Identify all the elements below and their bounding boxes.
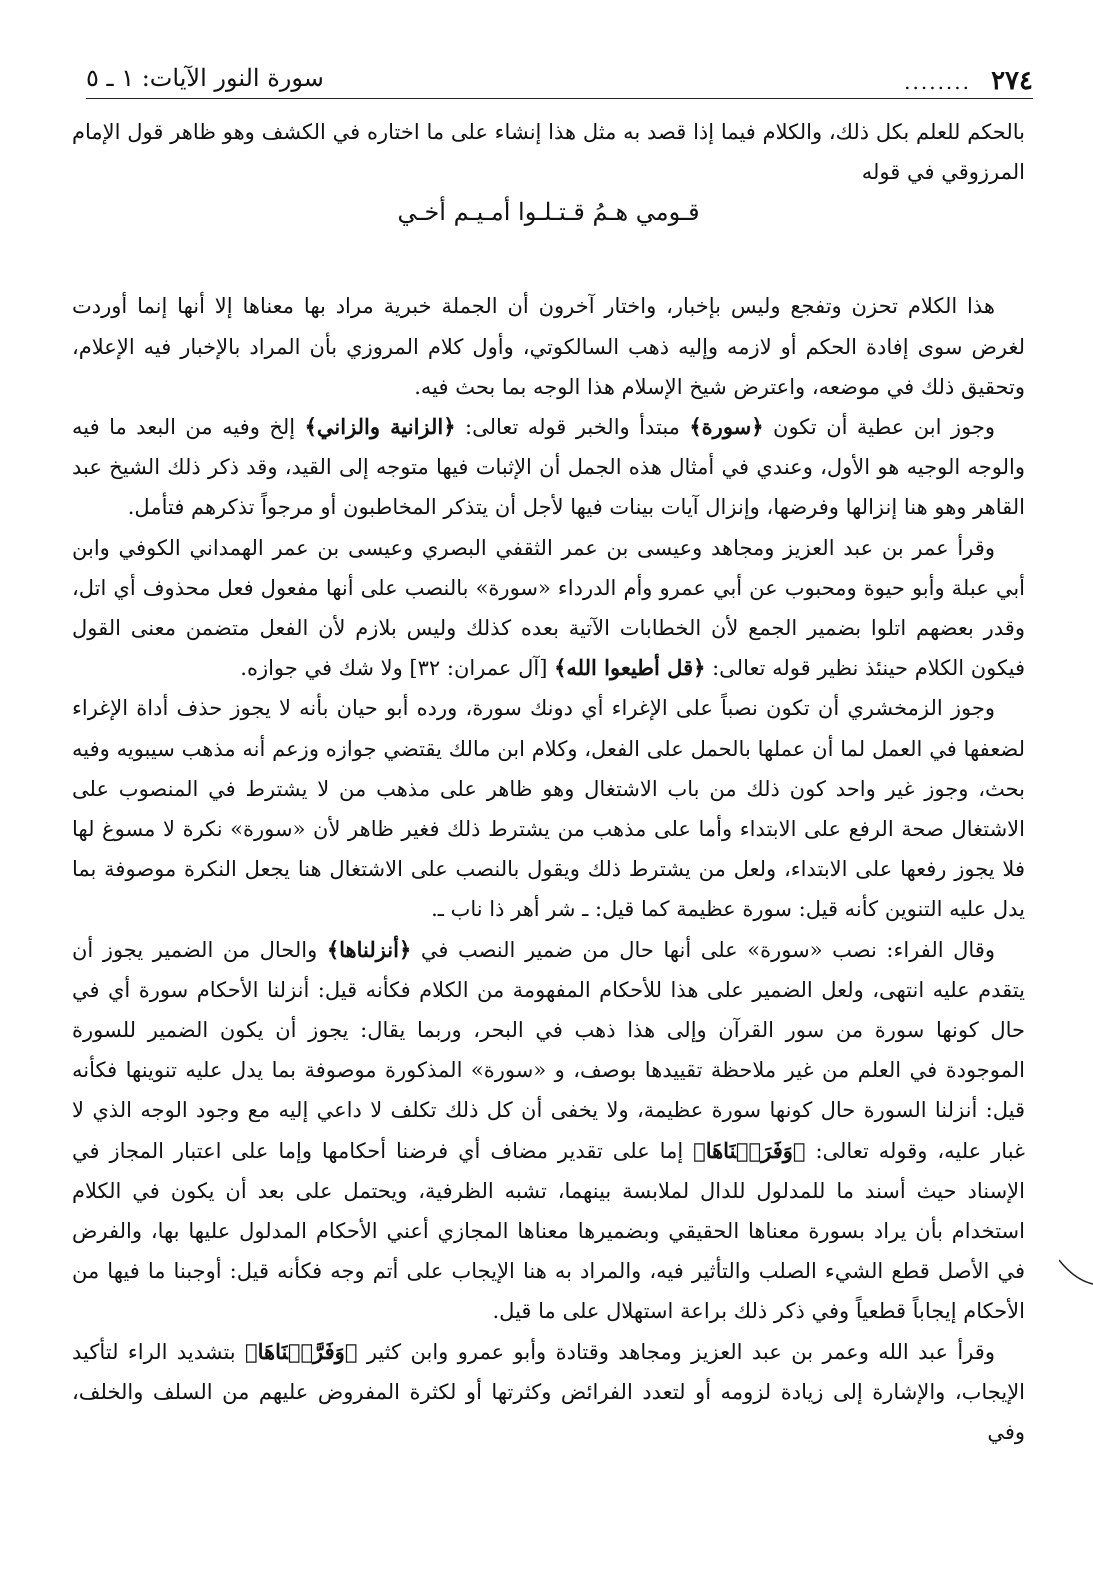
text-run: وجوز ابن عطية أن تكون [763, 415, 995, 440]
text-run: وقرأ عمر بن عبد العزيز ومجاهد وعيسى بن عمر الثقفي البصري وعيسى بن عمر الهمداني الكوفي وابن أبي عبلة وأبو حيوة ومحبوب عن أبي عمرو وأم الدرداء «سورة» بالنصب على أنها مفعول فعل محذوف أي اتل، وقدر بعضهم اتلوا بضمير الجمع لأن الخطابات الآتية بعده كذلك وليس بلازم لأن الفعل متضمن معنى القول فيكون الكلام حينئذ نظير قوله تعالى: [72, 535, 1025, 681]
paragraph [72, 1332, 1025, 1453]
page-header [86, 62, 1033, 99]
text-run: مبتدأ والخبر قوله تعالى: [455, 415, 690, 440]
quran-quote: ﴿سورة﴾ [689, 414, 764, 440]
text-run: إلخ وفيه من البعد ما فيه والوجه الوجيه هو الأول، وعندي في أمثال هذه الجمل أن الإثبات فيها متوجه إلى القيد، وقد ذكر ذلك الشيخ عبد القاهر وهو هنا إنزالها وفرضها، وإنزال آيات بينات فيها لأجل أن يتذكر المخاطبون أو مرجواً تذكرهم فتأمل. [72, 415, 1025, 520]
paragraph [72, 528, 1025, 689]
page-edge-curve [1059, 1258, 1093, 1288]
body-text [72, 112, 1025, 1452]
paragraph: هذا الكلام تحزن وتفجع وليس بإخبار، واختار آخرون أن الجملة خبرية مراد بها معناها إلا أنها إنما أوردت لغرض سوى إفادة الحكم أو لازمه وإليه ذهب السالكوتي، وأول كلام المروزي بأن المراد بالإخبار فيه الإعلام، وتحقيق ذلك في موضعه، واعترض شيخ الإسلام هذا الوجه بما بحث فيه. [72, 294, 1025, 399]
header-dots: ........ [904, 70, 971, 94]
page-number: ٢٧٤ [991, 66, 1033, 96]
paragraph: وجوز الزمخشري أن تكون نصباً على الإغراء أي دونك سورة، ورده أبو حيان بأنه لا يجوز حذف أداة الإغراء لضعفها في العمل لما أن عملها بالحمل على الفعل، وكلام ابن مالك يقتضي جوازه وزعم أنه مذهب سيبويه وفيه بحث، وجوز غير واحد كون ذلك من باب الاشتغال وهو ظاهر على مذهب من لا يشترط في المنصوب على الاشتغال صحة الرفع على الابتداء وأما على مذهب من يشترط ذلك فغير ظاهر لأن «سورة» نكرة لا مسوغ لها فلا يجوز رفعها على الابتداء، ولعل من يشترط ذلك ويقول بالنصب على الاشتغال هنا يجعل النكرة موصوفة بما يدل عليه التنوين كأنه قيل: سورة عظيمة كما قيل: ـ شر أهر ذا ناب ـ. [72, 696, 1025, 922]
quran-quote: ﴿وَفَرَضۡنَاهَا﴾ [693, 1137, 806, 1163]
quran-quote: ﴿أنزلناها﴾ [326, 936, 412, 962]
text-run: بتشديد الراء لتأكيد الإيجاب، والإشارة إلى زيادة لزومه أو لتعدد الفرائض وكثرتها أو لكثرة المفروض عليهم من السلف والخلف، وفي [72, 1339, 1025, 1445]
paragraph [72, 930, 1025, 1332]
text-run: والحال من الضمير يجوز أن يتقدم عليه انتهى، ولعل الضمير على هذا للأحكام المفهومة من الكلام فكأنه قيل: أنزلنا الأحكام سورة أي في حال كونها سورة من سور القرآن وإلى هذا ذهب في البحر، وربما يقال: يجوز أن يكون الضمير للسورة الموجودة في العلم من غير ملاحظة تقييدها بوصف، و «سورة» المذكورة موصوفة بما يدل عليه تنوينها فكأنه قيل: أنزلنا السورة حال كونها سورة عظيمة، ولا يخفى أن كل ذلك تكلف لا داعي إليه مع وجود الوجه الذي لا غبار عليه، وقوله تعالى: [72, 937, 1026, 1163]
text-run: [آل عمران: ٣٢] ولا شك في جوازه. [240, 656, 555, 681]
text-run: إما على تقدير مضاف أي فرضنا أحكامها وإما على اعتبار المجاز في الإسناد حيث أسند ما للمدلول للدال لملابسة بينهما، تشبه الظرفية، ويحتمل على بعد أن يكون في الكلام استخدام بأن يراد بسورة معناها الحقيقي وبضميرها معناها المجازي أعني الأحكام المدلول عليها بها، والفرض في الأصل قطع الشيء الصلب والتأثير فيه، والمراد به هنا الإيجاب على أتم وجه فكأنه قيل: أوجبنا ما فيها من الأحكام إيجاباً قطعياً وفي ذكر ذلك براعة استهلال على ما قيل. [72, 1138, 1025, 1324]
running-title: سورة النور الآيات: ١ ـ ٥ [86, 64, 324, 92]
poetry-verse: قـومي هـمُ قـتـلـوا أمـيـم أخـي [397, 198, 700, 227]
paragraph: بالحكم للعلم بكل ذلك، والكلام فيما إذا قصد به مثل هذا إنشاء على ما اختاره في الكشف وهو ظاهر قول الإمام المرزوقي في قوله [72, 120, 1025, 185]
quran-quote: ﴿الزانية والزاني﴾ [304, 414, 456, 440]
text-run: وقال الفراء: نصب «سورة» على أنها حال من ضمير النصب في [411, 937, 995, 962]
paragraph [72, 407, 1025, 528]
quran-quote: ﴿وَفَرَّضۡنَاهَا﴾ [245, 1338, 358, 1364]
text-run: وقرأ عبد الله وعمر بن عبد العزيز ومجاهد وقتادة وأبو عمرو وابن كثير [357, 1339, 995, 1364]
quran-quote: ﴿قل أطيعوا الله﴾ [554, 655, 706, 681]
